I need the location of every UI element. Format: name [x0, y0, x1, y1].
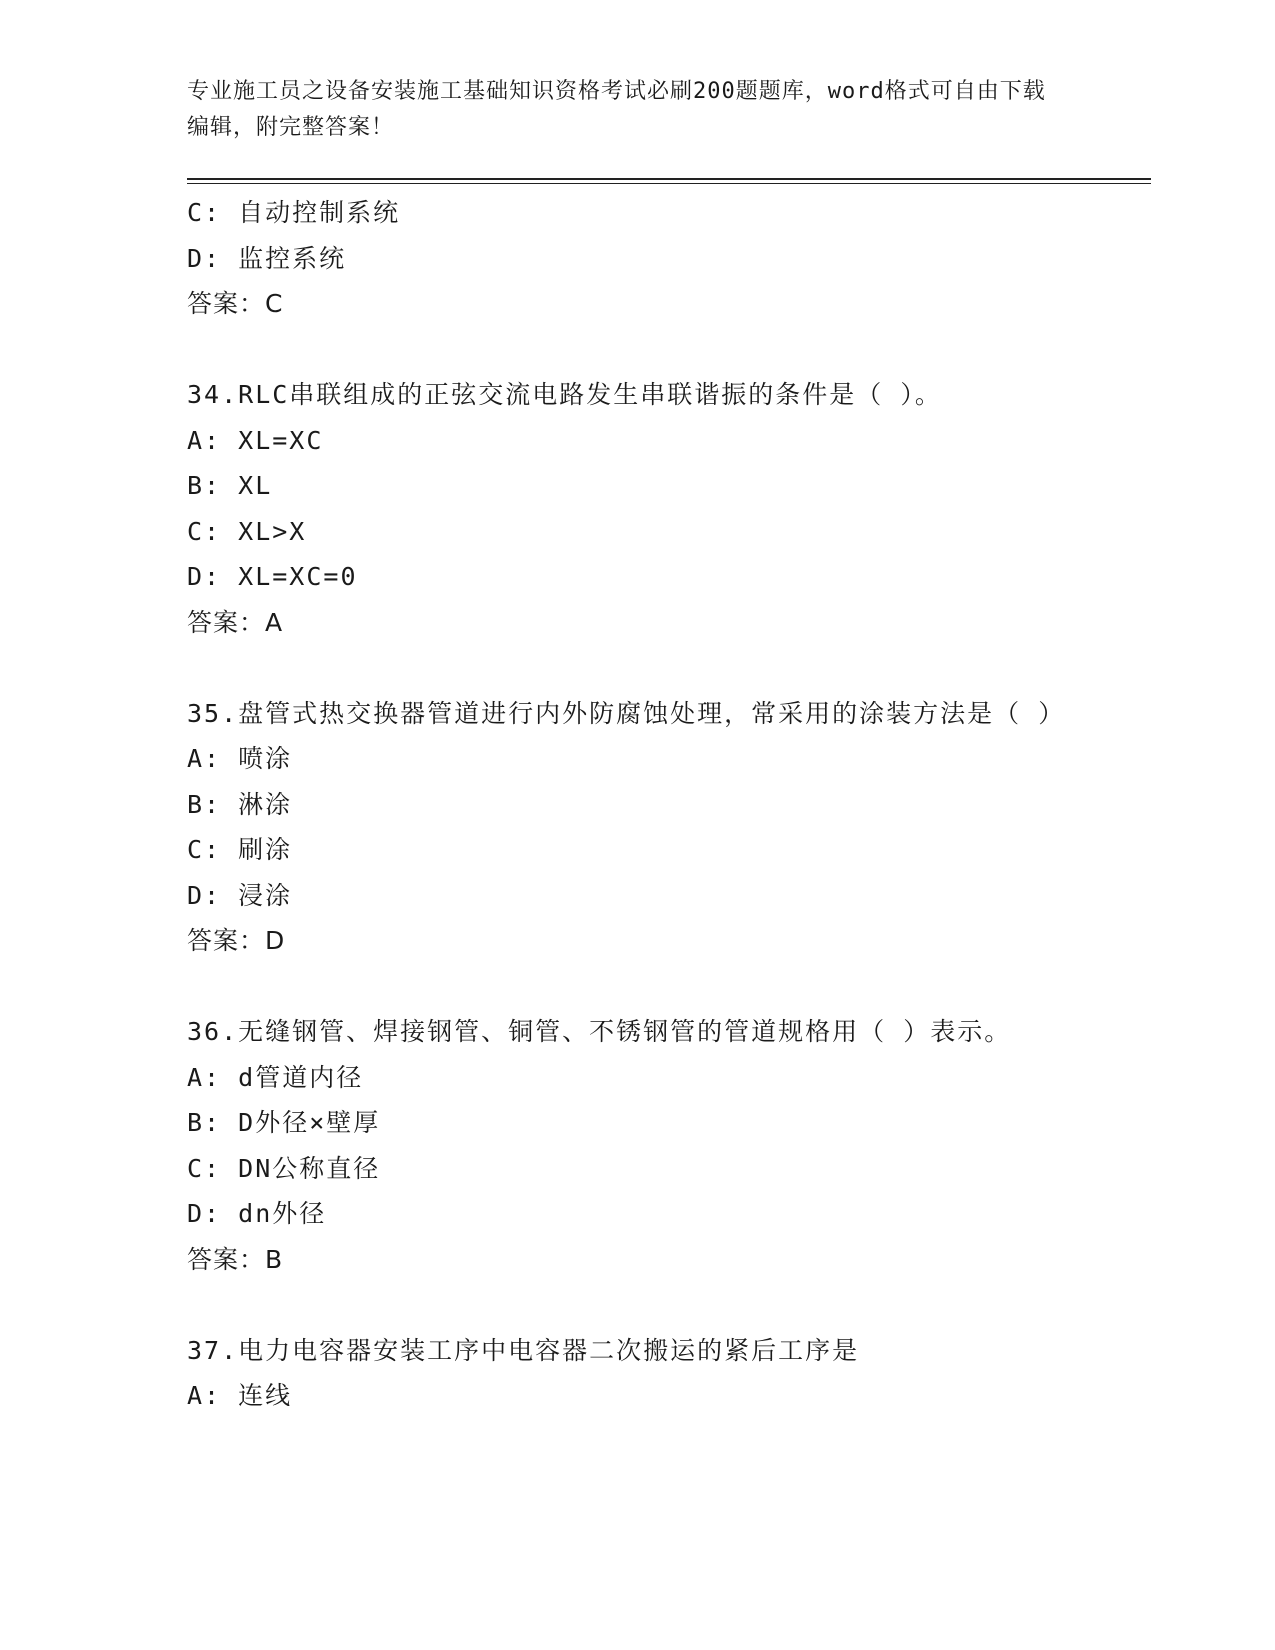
answer-line: 答案：C [187, 289, 284, 318]
option-line: B: XL [187, 471, 273, 500]
spacer [187, 645, 1087, 691]
option-line: D: dn外径 [187, 1199, 327, 1228]
option-line: A: 连线 [187, 1381, 293, 1410]
document-header: 专业施工员之设备安装施工基础知识资格考试必刷200题题库，word格式可自由下载编辑，附完整答案！ [187, 79, 1046, 140]
header-divider-thin [187, 183, 1151, 184]
answer-line: 答案：D [187, 926, 286, 955]
spacer [187, 964, 1087, 1010]
option-line: A: XL=XC [187, 425, 324, 455]
option-line: C: XL>X [187, 516, 307, 546]
option-line: A: d管道内径 [187, 1062, 364, 1092]
option-line: D: 监控系统 [187, 243, 347, 273]
spacer [187, 1282, 1087, 1328]
answer-line: 答案：A [187, 607, 284, 637]
option-line: C: 自动控制系统 [187, 198, 401, 227]
option-line: D: 浸涂 [187, 880, 293, 910]
question-content [187, 190, 1087, 1419]
header-divider-thick [187, 178, 1151, 180]
option-line: D: XL=XC=0 [187, 562, 358, 591]
question-text: 36.无缝钢管、焊接钢管、铜管、不锈钢管的管道规格用（ ）表示。 [187, 1017, 1012, 1046]
option-line: C: 刷涂 [187, 835, 293, 864]
option-line: B: 淋涂 [187, 789, 293, 819]
option-line: C: DN公称直径 [187, 1153, 381, 1183]
question-text: 37.电力电容器安装工序中电容器二次搬运的紧后工序是 [187, 1335, 860, 1365]
answer-line: 答案：B [187, 1244, 284, 1274]
question-text: 34.RLC串联组成的正弦交流电路发生串联谐振的条件是（ ）。 [187, 380, 942, 409]
spacer [187, 327, 1087, 373]
option-line: A: 喷涂 [187, 744, 293, 773]
question-text: 35.盘管式热交换器管道进行内外防腐蚀处理，常采用的涂装方法是（ ） [187, 698, 1066, 728]
option-line: B: D外径×壁厚 [187, 1108, 381, 1137]
